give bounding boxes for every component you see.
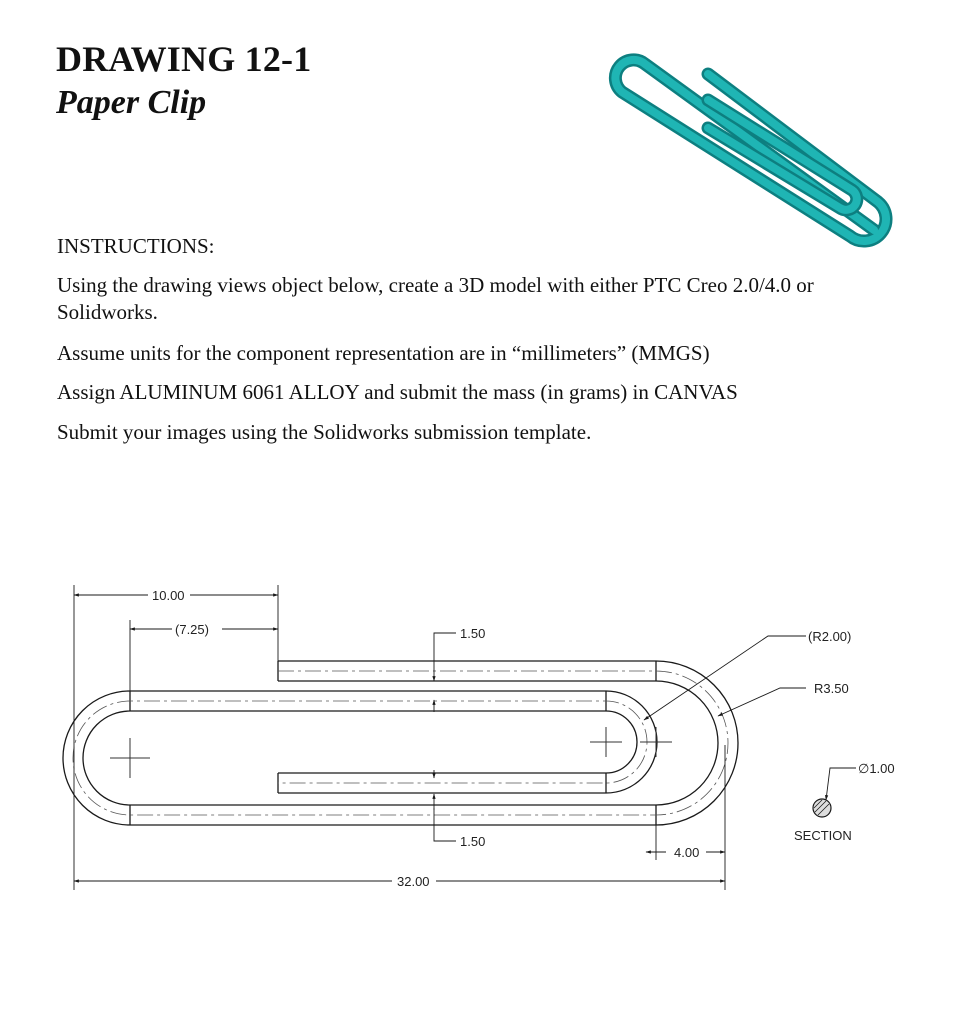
dim-32-label: 32.00 <box>397 874 430 889</box>
center-marks <box>110 727 672 778</box>
dim-10-label: 10.00 <box>152 588 185 603</box>
dim-1-50-bottom-label: 1.50 <box>460 834 486 849</box>
section-label: SECTION <box>794 828 852 843</box>
dim-diameter-label: ∅1.00 <box>858 761 895 776</box>
dim-4-label: 4.00 <box>674 845 700 860</box>
paper-clip-3d-image <box>600 30 910 255</box>
instructions-heading: INSTRUCTIONS: <box>57 234 215 258</box>
technical-drawing <box>0 560 958 920</box>
instruction-paragraph: Assign ALUMINUM 6061 ALLOY and submit the mass (in grams) in CANVAS <box>57 380 738 404</box>
drawing-subtitle: Paper Clip <box>56 84 207 121</box>
section-circle <box>813 799 831 817</box>
instruction-paragraph: Using the drawing views object below, create a 3D model with either PTC Creo 2.0/4.0 or Solidworks. <box>57 273 814 324</box>
clip-outline <box>63 661 738 825</box>
dim-r2-label: (R2.00) <box>808 629 852 644</box>
instruction-paragraph: Submit your images using the Solidworks submission template. <box>57 420 592 444</box>
instruction-paragraph: Assume units for the component representation are in “millimeters” (MMGS) <box>57 341 710 365</box>
dim-r3-5-label: R3.50 <box>814 681 849 696</box>
dim-1-50-top-label: 1.50 <box>460 626 486 641</box>
dim-7-25-label: (7.25) <box>175 622 209 637</box>
drawing-title: DRAWING 12-1 <box>56 39 312 79</box>
